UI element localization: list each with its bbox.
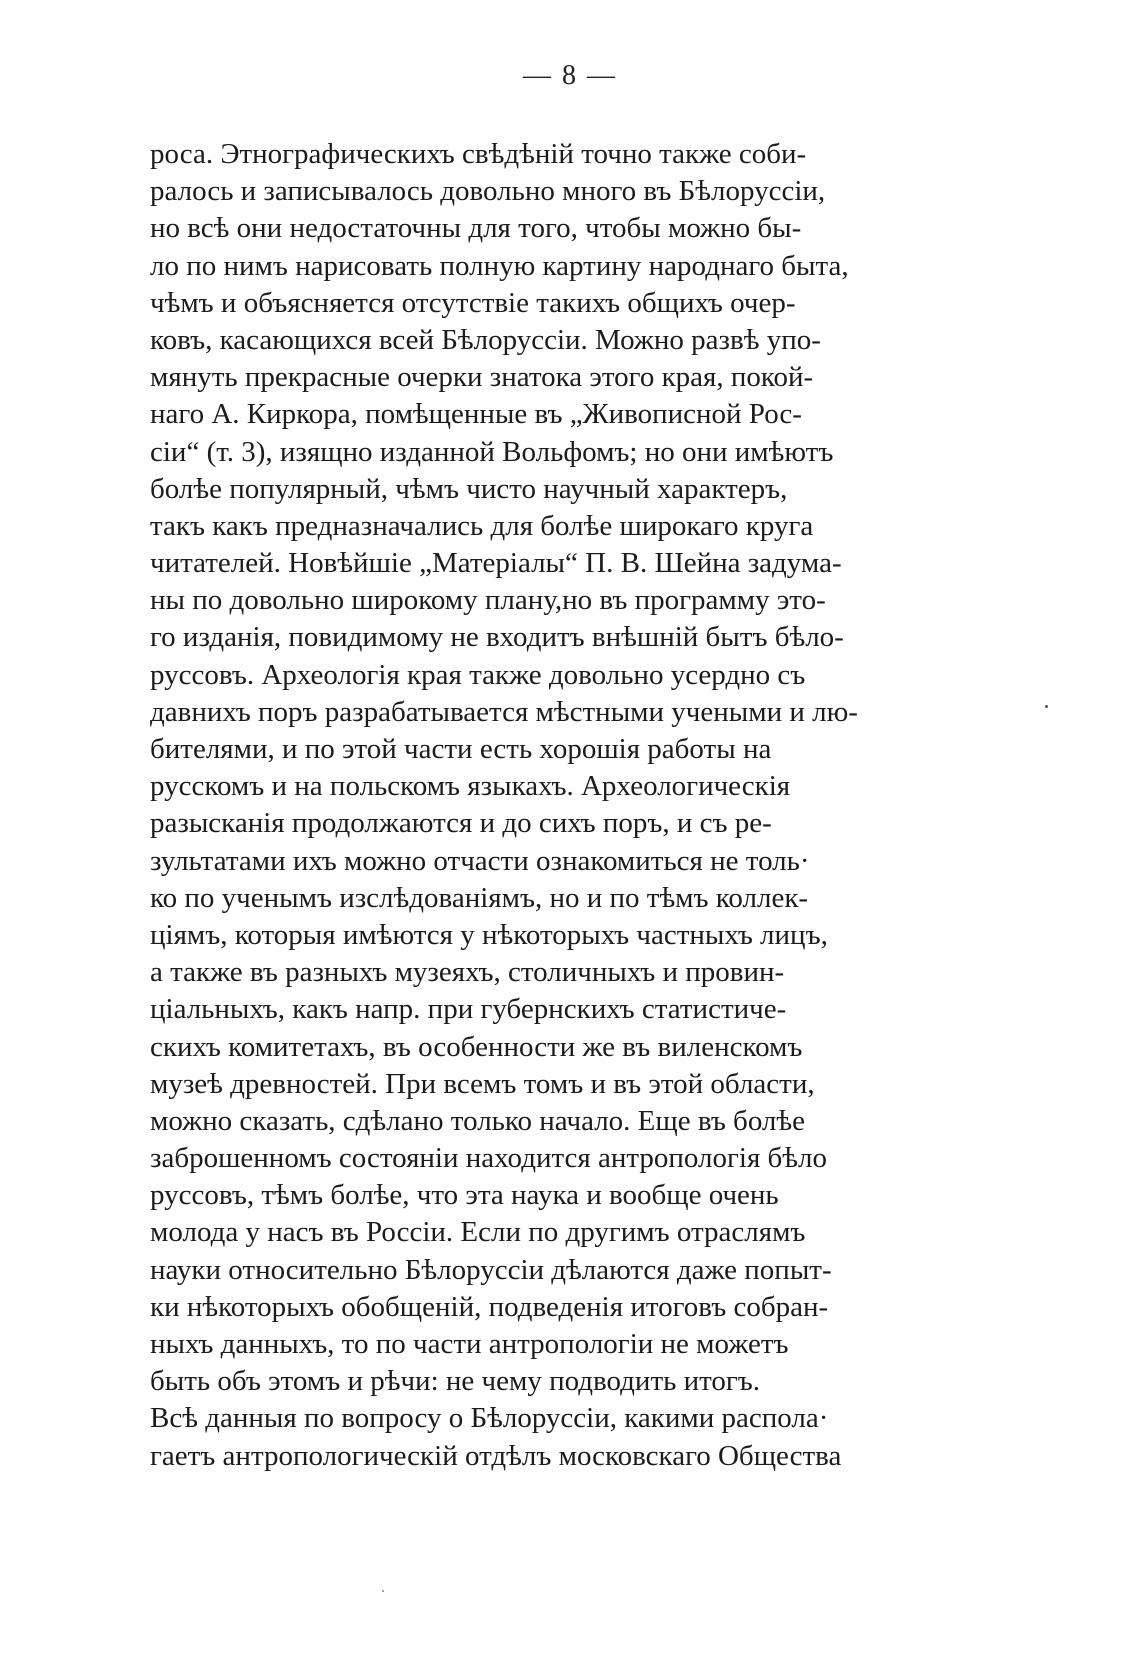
text-line: болѣе популярный, чѣмъ чисто научный характеръ, — [150, 472, 788, 505]
page-number: — 8 — — [523, 60, 617, 91]
text-line: скихъ комитетахъ, въ особенности же въ виленскомъ — [150, 1030, 803, 1063]
text-line: руссовъ. Археологія края также довольно усердно съ — [150, 658, 806, 691]
text-line: ло по нимъ нарисовать полную картину народнаго быта, — [150, 249, 849, 282]
text-line: наго А. Киркора, помѣщенные въ „Живописной Рос- — [150, 398, 802, 431]
text-line: заброшенномъ состояніи находится антропологія бѣло — [150, 1142, 828, 1175]
text-line: русскомъ и на польскомъ языкахъ. Археологическія — [150, 770, 791, 803]
text-line: читателей. Новѣйшіе „Матеріалы“ П. В. Шейна задума- — [150, 547, 842, 580]
text-line: разысканія продолжаются и до сихъ поръ, и съ ре- — [150, 807, 772, 840]
text-line: но всѣ они недостаточны для того, чтобы можно бы- — [150, 212, 802, 245]
text-line: го изданія, повидимому не входитъ внѣшній бытъ бѣло- — [150, 621, 844, 654]
text-line: быть объ этомъ и рѣчи: не чему подводить итогъ. — [150, 1365, 761, 1398]
text-line: такъ какъ предназначались для болѣе широкаго круга — [150, 509, 814, 542]
text-line: молода у насъ въ Россіи. Если по другимъ отраслямъ — [150, 1216, 806, 1249]
body-text — [150, 136, 950, 1475]
text-line: ко по ученымъ изслѣдованіямъ, но и по тѣмъ коллек- — [150, 881, 809, 914]
text-line: ки нѣкоторыхъ обобщеній, подведенія итоговъ собран- — [150, 1290, 829, 1323]
text-line: чѣмъ и объясняется отсутствіе такихъ общихъ очер- — [150, 286, 796, 319]
text-line: ціальныхъ, какъ напр. при губернскихъ статистиче- — [150, 993, 787, 1026]
text-line: мянуть прекрасные очерки знатока этого края, покой- — [150, 361, 814, 394]
text-line: музеѣ древностей. При всемъ томъ и въ этой области, — [150, 1067, 815, 1100]
text-line: науки относительно Бѣлоруссіи дѣлаются даже попыт- — [150, 1253, 832, 1286]
text-line: руссовъ, тѣмъ болѣе, что эта наука и вообще очень — [150, 1179, 779, 1212]
ink-speck — [1045, 705, 1048, 708]
text-line: роса. Этнографическихъ свѣдѣній точно также соби- — [150, 138, 807, 170]
text-line: ныхъ данныхъ, то по части антропологіи не можетъ — [150, 1328, 789, 1360]
text-line: давнихъ поръ разрабатывается мѣстными учеными и лю- — [150, 695, 858, 728]
text-line: можно сказать, сдѣлано только начало. Еще въ болѣе — [150, 1104, 806, 1137]
text-line: ковъ, касающихся всей Бѣлоруссіи. Можно развѣ упо- — [150, 323, 821, 356]
text-line: сіи“ (т. 3), изящно изданной Вольфомъ; но они имѣютъ — [150, 435, 834, 468]
text-line: гаетъ антропологическій отдѣлъ московскаго Общества — [150, 1439, 842, 1472]
text-line: ралось и записывалось довольно много въ Бѣлоруссіи, — [150, 175, 826, 208]
text-line: а также въ разныхъ музеяхъ, столичныхъ и провин- — [150, 956, 785, 989]
text-line: зультатами ихъ можно отчасти ознакомиться не толь· — [150, 844, 810, 877]
text-line: ны по довольно широкому плану,но въ программу это- — [150, 584, 826, 617]
text-line: ціямъ, которыя имѣются у нѣкоторыхъ частныхъ лицъ, — [150, 918, 828, 951]
text-line: Всѣ данныя по вопросу о Бѣлоруссіи, какими распола· — [150, 1402, 829, 1435]
ink-speck — [382, 1590, 384, 1592]
text-line: бителями, и по этой части есть хорошія работы на — [150, 733, 772, 765]
